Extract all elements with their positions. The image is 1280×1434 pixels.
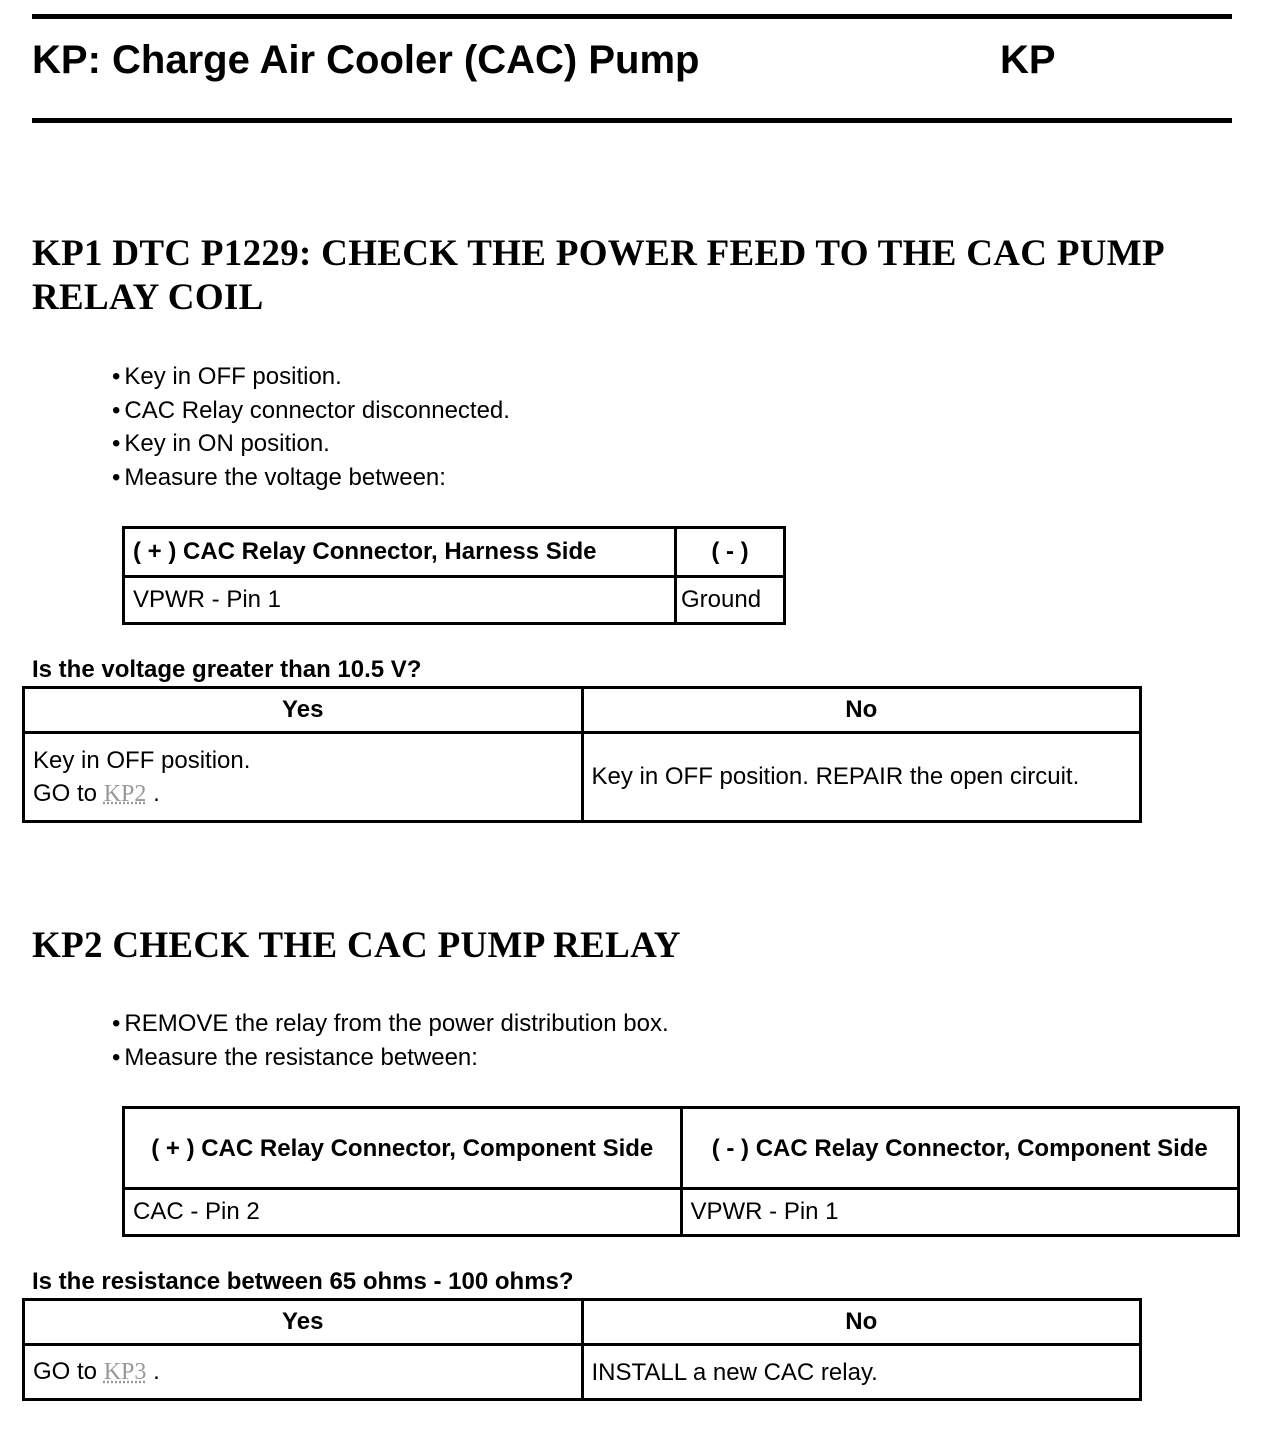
goto-suffix: . [153, 779, 160, 807]
top-rule [32, 14, 1232, 19]
list-item: • Key in OFF position. [112, 360, 510, 394]
yes-header: Yes [24, 1300, 583, 1345]
plus-value: VPWR - Pin 1 [124, 577, 676, 624]
list-item: • Key in ON position. [112, 427, 510, 461]
minus-value: VPWR - Pin 1 [681, 1189, 1239, 1236]
kp1-decision-table [22, 686, 1142, 823]
no-header: No [582, 1300, 1141, 1345]
plus-value: CAC - Pin 2 [124, 1189, 682, 1236]
page-title: KP: Charge Air Cooler (CAC) Pump [32, 38, 700, 82]
plus-header: ( + ) CAC Relay Connector, Harness Side [124, 528, 676, 577]
table-header-row [124, 1108, 1239, 1189]
table-header-row [24, 1300, 1141, 1345]
kp1-measure-table [122, 526, 786, 625]
yes-cell [24, 733, 583, 822]
yes-line1: Key in OFF position. [33, 746, 251, 774]
kp1-steps [112, 360, 510, 494]
kp1-question: Is the voltage greater than 10.5 V? [32, 656, 422, 683]
table-row [124, 1189, 1239, 1236]
goto-prefix: GO to [33, 779, 98, 807]
yes-header: Yes [24, 688, 583, 733]
no-cell: INSTALL a new CAC relay. [582, 1345, 1141, 1400]
yes-goto [33, 777, 573, 811]
kp2-measure-table [122, 1106, 1240, 1237]
table-header-row [124, 528, 785, 577]
goto-prefix: GO to [33, 1358, 98, 1385]
minus-value: Ground [676, 577, 785, 624]
no-header: No [582, 688, 1141, 733]
kp1-heading: KP1 DTC P1229: CHECK THE POWER FEED TO THE CAC PUMP RELAY COIL [32, 233, 1163, 318]
list-item: • Measure the voltage between: [112, 461, 510, 495]
list-item: • Measure the resistance between: [112, 1041, 669, 1075]
list-item: • CAC Relay connector disconnected. [112, 394, 510, 428]
plus-header: ( + ) CAC Relay Connector, Component Side [124, 1108, 682, 1189]
link-kp3[interactable]: KP3 [103, 1359, 147, 1385]
table-row [24, 733, 1141, 822]
yes-cell [24, 1345, 583, 1400]
list-item: • REMOVE the relay from the power distribution box. [112, 1007, 669, 1041]
no-cell: Key in OFF position. REPAIR the open circuit. [582, 733, 1141, 822]
kp2-question: Is the resistance between 65 ohms - 100 ohms? [32, 1268, 574, 1295]
kp2-heading: KP2 CHECK THE CAC PUMP RELAY [32, 925, 681, 966]
minus-header: ( - ) CAC Relay Connector, Component Side [681, 1108, 1239, 1189]
kp2-steps [112, 1007, 669, 1074]
table-row [24, 1345, 1141, 1400]
minus-header: ( - ) [676, 528, 785, 577]
header-bottom-rule [32, 118, 1232, 123]
goto-suffix: . [153, 1358, 160, 1385]
table-row [124, 577, 785, 624]
link-kp2[interactable]: KP2 [103, 780, 147, 807]
kp2-decision-table [22, 1298, 1142, 1401]
page-code: KP [1000, 38, 1056, 82]
table-header-row [24, 688, 1141, 733]
